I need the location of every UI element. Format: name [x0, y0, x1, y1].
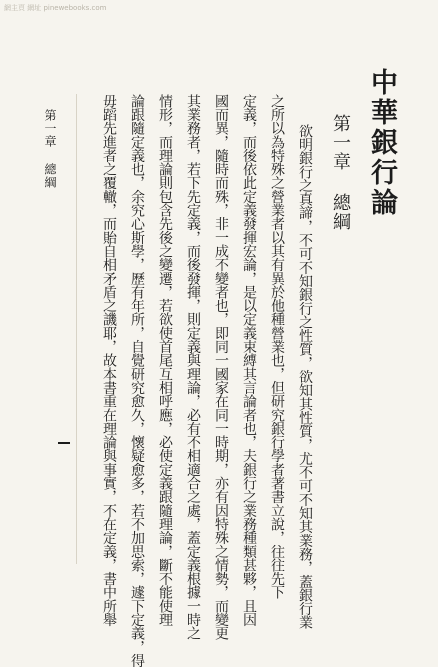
chapter-title: 總綱 — [330, 193, 351, 231]
running-head: 第一章 總綱 — [43, 109, 57, 189]
page-number — [58, 442, 70, 444]
margin-rule — [76, 94, 77, 564]
chapter-number: 第一章 — [330, 114, 351, 171]
body-column-2: 之所以為特殊之營業者以其有異於他種營業也，但研究銀行學者著書立說，往往先下 — [269, 94, 285, 600]
body-column-8: 毋蹈先進者之覆轍，而貽自相矛盾之譏耶，故本書重在理論與事實，不在定義，書中所舉 — [101, 94, 117, 627]
chapter-heading — [329, 114, 351, 231]
body-column-4: 國而異，隨時而殊，非一成不變者也，即同一國家在同一時期，亦有因特殊之情勢，而變更 — [213, 94, 229, 641]
body-column-5: 其業務者，若下先定義，而後發揮，則定義與理論，必有不相適合之處，蓋定義根據一時之 — [185, 94, 201, 641]
site-watermark: 網主頁 網址 pinewebooks.com — [4, 4, 107, 12]
body-column-3: 定義，而後依此定義發揮宏論，是以定義束縛其言論者也，夫銀行之業務種類甚夥，且因 — [241, 94, 257, 627]
body-column-1: 欲明銀行之真諦，不可不知銀行之性質，欲知其性質，尤不可不知其業務，蓋銀行業 — [297, 124, 313, 630]
body-column-6: 情形，而理論則包含先後之變遷，若欲使首尾互相呼應，必使定義跟隨理論，斷不能使理 — [157, 94, 173, 627]
body-column-7: 論跟隨定義也，余究心斯學，歷有年所，自覺研究愈久，懷疑愈多，若不加思索，遽下定義，得 — [129, 94, 145, 667]
book-title: 中華銀行論 — [366, 68, 397, 218]
book-page — [42, 42, 397, 667]
